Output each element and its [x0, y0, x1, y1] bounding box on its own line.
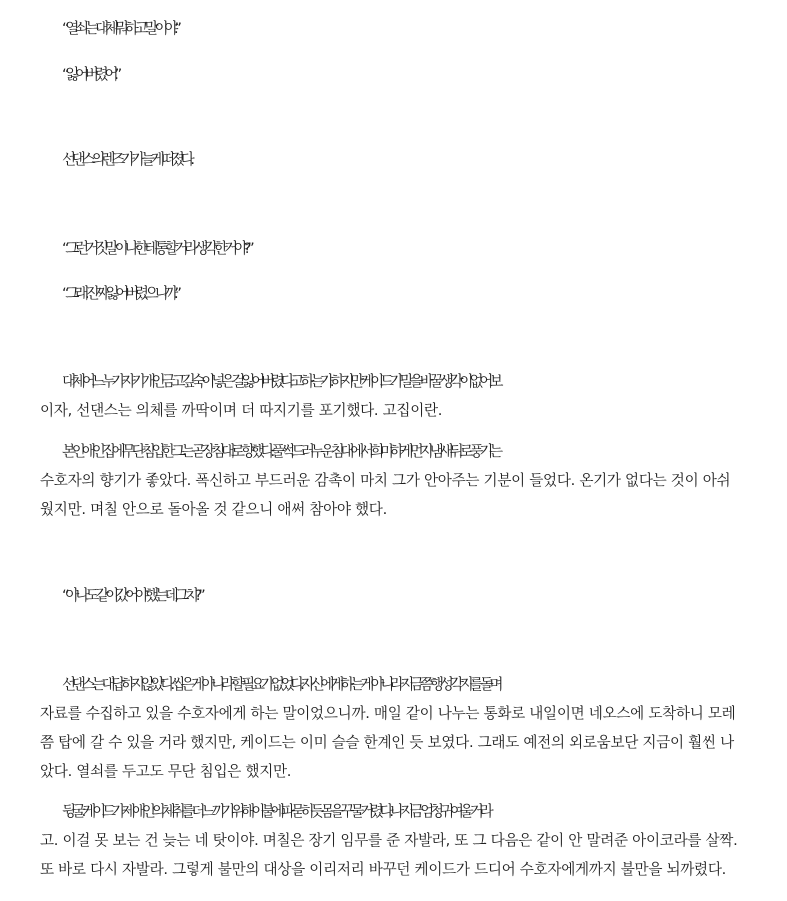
text-line: 선댄스는 대답하지 않았다. 씹은 게 아니라 할 필요가 없었다. 자신에게 하는 게 아니라 지금쯤 행성 각지를 돌며 — [62, 676, 500, 693]
paragraph-dialogue — [40, 14, 752, 43]
text-line: “그래. 진짜 잃어버렸으니까.” — [62, 285, 178, 302]
text-line: 또 바로 다시 자발라. 그렇게 불만의 대상을 이리저리 바꾸던 케이드가 드디어 수호자에게까지 불만을 뇌까렸다. — [40, 861, 726, 878]
paragraph-narration — [40, 670, 752, 786]
text-line: 선댄스의 렌즈가 가늘게 떠졌다. — [62, 151, 191, 168]
text-line: 본인 애인 집에 무단 침입한 그는 곧장 침대로 향했다. 풀썩 드러누운 침대에서 희미하게 먼지 냄새 뒤로 풍기는 — [62, 443, 499, 460]
text-line: “열쇠는 대체 뭐하고 말이야.” — [62, 20, 178, 37]
text-line: 대체 어느 누가 자기 개인 금고 깊숙이 넣은 걸 잃어버렸다고 하는가. 하지만 케이드가 말을 바꿀 생각이 없어 보 — [62, 373, 500, 390]
text-line: 이자, 선댄스는 의체를 까딱이며 더 따지기를 포기했다. 고집이란. — [40, 402, 443, 419]
text-line: 수호자의 향기가 좋았다. 폭신하고 부드러운 감촉이 마치 그가 안아주는 기분이 들었다. 온기가 없다는 것이 아쉬 — [40, 472, 731, 489]
text-line: 았다. 열쇠를 두고도 무단 침입은 했지만. — [40, 763, 292, 780]
paragraph-dialogue — [40, 581, 752, 610]
text-line: “아 나도 같이 갔어야 했는데, 그치?” — [62, 587, 202, 604]
text-line: 자료를 수집하고 있을 수호자에게 하는 말이었으니까. 매일 같이 나누는 통화로 내일이면 네오스에 도착하니 모레 — [40, 705, 736, 722]
text-line: 웠지만. 며칠 안으로 돌아올 것 같으니 애써 참아야 했다. — [40, 501, 387, 518]
text-line: “잃어버렸어.” — [62, 66, 118, 83]
paragraph-narration — [40, 797, 752, 884]
paragraph-dialogue — [40, 279, 752, 308]
paragraph-narration — [40, 145, 752, 174]
paragraph-narration — [40, 367, 752, 425]
text-line: 뒹굴. 케이드가 제 애인의 체취를 더 느끼기 위해 이불에 파묻히듯 몸을 꾸물거렸다. 나 지금 엄청 귀여울 거라 — [62, 803, 490, 820]
paragraph-narration — [40, 437, 752, 524]
text-line: “그런 거짓말이 나한테 통할 거라 생각한 거야?” — [62, 240, 251, 257]
paragraph-dialogue — [40, 60, 752, 89]
paragraph-dialogue — [40, 234, 752, 263]
text-line: 쯤 탑에 갈 수 있을 거라 했지만, 케이드는 이미 슬슬 한계인 듯 보였다. 그래도 예전의 외로움보단 지금이 훨씬 나 — [40, 734, 734, 751]
text-line: 고. 이걸 못 보는 건 늦는 네 탓이야. 며칠은 장기 임무를 준 자발라, 또 그 다음은 같이 안 말려준 아이코라를 살짝. — [40, 832, 738, 849]
